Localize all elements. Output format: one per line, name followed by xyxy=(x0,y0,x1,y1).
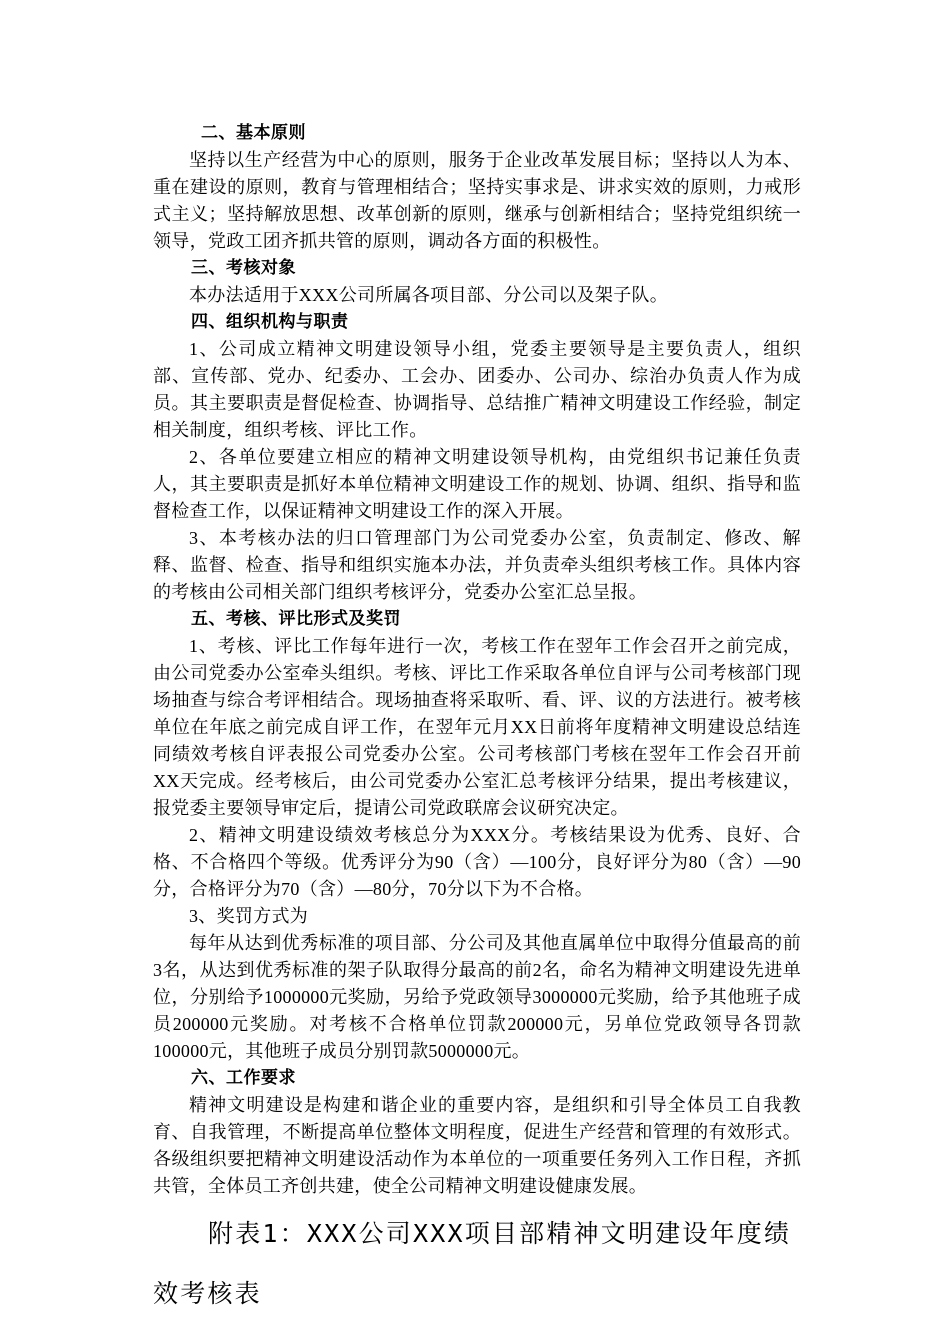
assessment-paragraph-1: 1、考核、评比工作每年进行一次，考核工作在翌年工作会召开之前完成，由公司党委办公室牵头组织。考核、评比工作采取各单位自评与公司考核部门现场抽查与综合考评相结合。现场抽查将采取听、看、评、议的方法进行。被考核单位在年底之前完成自评工作，在翌年元月XX日前将年度精神文明建设总结连同绩效考核自评表报公司党委办公室。公司考核部门考核在翌年工作会召开前XX天完成。经考核后，由公司党委办公室汇总考核评分结果，提出考核建议，报党委主要领导审定后，提请公司党政联席会议研究决定。 xyxy=(153,636,801,818)
section-heading-principles: 二、基本原则 xyxy=(201,123,306,143)
section-heading-assessment: 五、考核、评比形式及奖罚 xyxy=(191,609,401,629)
organization-paragraph-1: 1、公司成立精神文明建设领导小组，党委主要领导是主要负责人，组织部、宣传部、党办、纪委办、工会办、团委办、公司办、综治办负责人作为成员。其主要职责是督促检查、协调指导、总结推广精神文明建设工作经验，制定相关制度，组织考核、评比工作。 xyxy=(153,339,801,440)
scope-paragraph: 本办法适用于XXX公司所属各项目部、分公司以及架子队。 xyxy=(189,285,669,305)
principles-paragraph: 坚持以生产经营为中心的原则，服务于企业改革发展目标；坚持以人为本、重在建设的原则，教育与管理相结合；坚持实事求是、讲求实效的原则，力戒形式主义；坚持解放思想、改革创新的原则，继承与创新相结合；坚持党组织统一领导，党政工团齐抓共管的原则，调动各方面的积极性。 xyxy=(153,150,801,251)
document-body xyxy=(153,120,801,1324)
section-heading-requirements: 六、工作要求 xyxy=(191,1068,296,1088)
section-heading-organization: 四、组织机构与职责 xyxy=(191,312,349,332)
assessment-paragraph-4: 每年从达到优秀标准的项目部、分公司及其他直属单位中取得分值最高的前3名，从达到优秀标准的架子队取得分最高的前2名，命名为精神文明建设先进单位，分别给予1000000元奖励，另给予党政领导3000000元奖励，给予其他班子成员200000元奖励。对考核不合格单位罚款200000元，另单位党政领导各罚款100000元，其他班子成员分别罚款5000000元。 xyxy=(153,933,801,1061)
section-heading-scope: 三、考核对象 xyxy=(191,258,296,278)
organization-paragraph-2: 2、各单位要建立相应的精神文明建设领导机构，由党组织书记兼任负责人，其主要职责是抓好本单位精神文明建设工作的规划、协调、组织、指导和监督检查工作，以保证精神文明建设工作的深入开展。 xyxy=(153,447,801,521)
assessment-paragraph-3: 3、奖罚方式为 xyxy=(189,906,309,926)
assessment-paragraph-2: 2、精神文明建设绩效考核总分为XXX分。考核结果设为优秀、良好、合格、不合格四个等级。优秀评分为90（含）—100分，良好评分为80（含）—90分，合格评分为70（含）—80分，70分以下为不合格。 xyxy=(153,825,801,899)
appendix-title: 附表1：XXX公司XXX项目部精神文明建设年度绩效考核表 xyxy=(153,1219,792,1308)
requirements-paragraph: 精神文明建设是构建和谐企业的重要内容，是组织和引导全体员工自我教育、自我管理，不断提高单位整体文明程度，促进生产经营和管理的有效形式。各级组织要把精神文明建设活动作为本单位的一项重要任务列入工作日程，齐抓共管，全体员工齐创共建，使全公司精神文明建设健康发展。 xyxy=(153,1095,801,1196)
organization-paragraph-3: 3、本考核办法的归口管理部门为公司党委办公室，负责制定、修改、解释、监督、检查、指导和组织实施本办法，并负责牵头组织考核工作。具体内容的考核由公司相关部门组织考核评分，党委办公室汇总呈报。 xyxy=(153,528,801,602)
